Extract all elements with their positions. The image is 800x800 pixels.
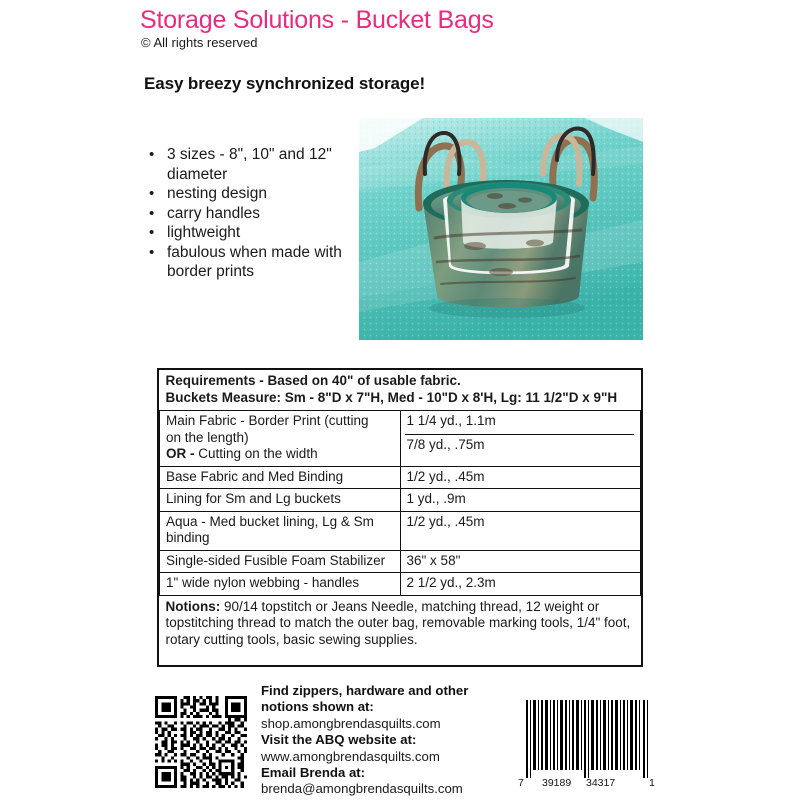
barcode-digits [518, 777, 658, 793]
table-row [160, 489, 641, 512]
table-row [160, 466, 641, 489]
bullet-icon: • [149, 185, 155, 202]
page-title: Storage Solutions - Bucket Bags [140, 6, 494, 34]
list-item [141, 223, 356, 243]
shop-url[interactable]: shop.amongbrendasquilts.com [261, 715, 441, 731]
row-label-webbing: 1" wide nylon webbing - handles [160, 573, 401, 596]
list-item [141, 184, 356, 204]
email-label: Email Brenda at: [261, 765, 366, 781]
barcode-bars-image [524, 700, 652, 778]
requirements-heading-line2: Buckets Measure: Sm - 8"D x 7"H, Med - 10"D x 8'H, Lg: 11 1/2"D x 9"H [165, 389, 618, 405]
main-fabric-amount-top: 1 1/4 yd., 1.1m [406, 413, 496, 428]
row-label-aqua: Aqua - Med bucket lining, Lg & Sm binding [160, 511, 401, 550]
row-label-stabilizer: Single-sided Fusible Foam Stabilizer [160, 550, 401, 573]
list-item [141, 204, 356, 224]
bullet-icon: • [149, 243, 155, 261]
list-item-label: 3 sizes - 8", 10" and 12" diameter [167, 146, 332, 183]
bullet-icon: • [149, 146, 155, 163]
barcode-digit-left: 7 [518, 777, 524, 789]
list-item-label: nesting design [167, 185, 267, 202]
product-photo-image [357, 112, 645, 344]
list-item-label: lightweight [167, 224, 241, 241]
or-text: Cutting on the width [194, 446, 318, 461]
row-amount-main-fabric [400, 411, 641, 467]
requirements-table [157, 368, 643, 667]
list-item [141, 145, 356, 184]
qr-code[interactable] [155, 696, 247, 788]
notions-cell [160, 595, 641, 665]
table-row [160, 550, 641, 573]
table-row [160, 411, 641, 467]
barcode-digit-right: 1 [649, 777, 655, 789]
website-url[interactable]: www.amongbrendasquilts.com [261, 748, 440, 764]
table-row [160, 573, 641, 596]
list-item-label: fabulous when made with border prints [167, 243, 342, 280]
row-amount-webbing: 2 1/2 yd., 2.3m [400, 573, 641, 596]
table-row [160, 511, 641, 550]
feature-list [141, 145, 356, 282]
copyright-line: © All rights reserved [141, 35, 258, 50]
list-item [141, 243, 356, 282]
main-fabric-line1: Main Fabric - Border Print (cutting [166, 413, 369, 428]
requirements-heading [160, 370, 641, 411]
find-notions-label-line1: Find zippers, hardware and other [261, 683, 469, 698]
table-header-row [160, 370, 641, 411]
or-label: OR - [166, 446, 195, 461]
find-notions-label-line2: notions shown at: [261, 699, 374, 715]
row-label-main-fabric [160, 411, 401, 467]
main-fabric-line2: on the length) [166, 429, 249, 445]
notions-label: Notions: [165, 598, 221, 614]
notions-text: 90/14 topstitch or Jeans Needle, matching thread, 12 weight or topstitching thread to match the outer bag, removable marking tools, 1/4" foot, rotary cutting tools, basic sewing supplies. [165, 598, 631, 647]
requirements-heading-line1: Requirements - Based on 40" of usable fabric. [165, 373, 461, 388]
row-amount-aqua: 1/2 yd., .45m [400, 511, 641, 550]
bullet-icon: • [149, 204, 155, 222]
tagline: Easy breezy synchronized storage! [144, 74, 426, 93]
barcode [518, 700, 658, 796]
qr-code-image [155, 696, 247, 788]
row-amount-stabilizer: 36" x 58" [400, 550, 641, 573]
row-amount-base-fabric: 1/2 yd., .45m [400, 466, 641, 489]
email-address[interactable]: brenda@amongbrendasquilts.com [261, 781, 463, 797]
main-fabric-amount-bottom: 7/8 yd., .75m [406, 436, 485, 452]
row-label-lining: Lining for Sm and Lg buckets [160, 489, 401, 512]
barcode-group-1: 39189 [542, 777, 572, 789]
barcode-bars [524, 700, 652, 778]
row-amount-lining: 1 yd., .9m [400, 489, 641, 512]
main-fabric-line3 [166, 446, 395, 463]
barcode-group-2: 34317 [586, 777, 616, 789]
row-label-base-fabric: Base Fabric and Med Binding [160, 466, 401, 489]
bullet-icon: • [149, 224, 155, 241]
list-item-label: carry handles [167, 204, 261, 222]
product-photo [357, 112, 645, 344]
table-row-notions [160, 595, 641, 665]
website-label: Visit the ABQ website at: [261, 732, 417, 748]
contact-block [261, 683, 511, 798]
